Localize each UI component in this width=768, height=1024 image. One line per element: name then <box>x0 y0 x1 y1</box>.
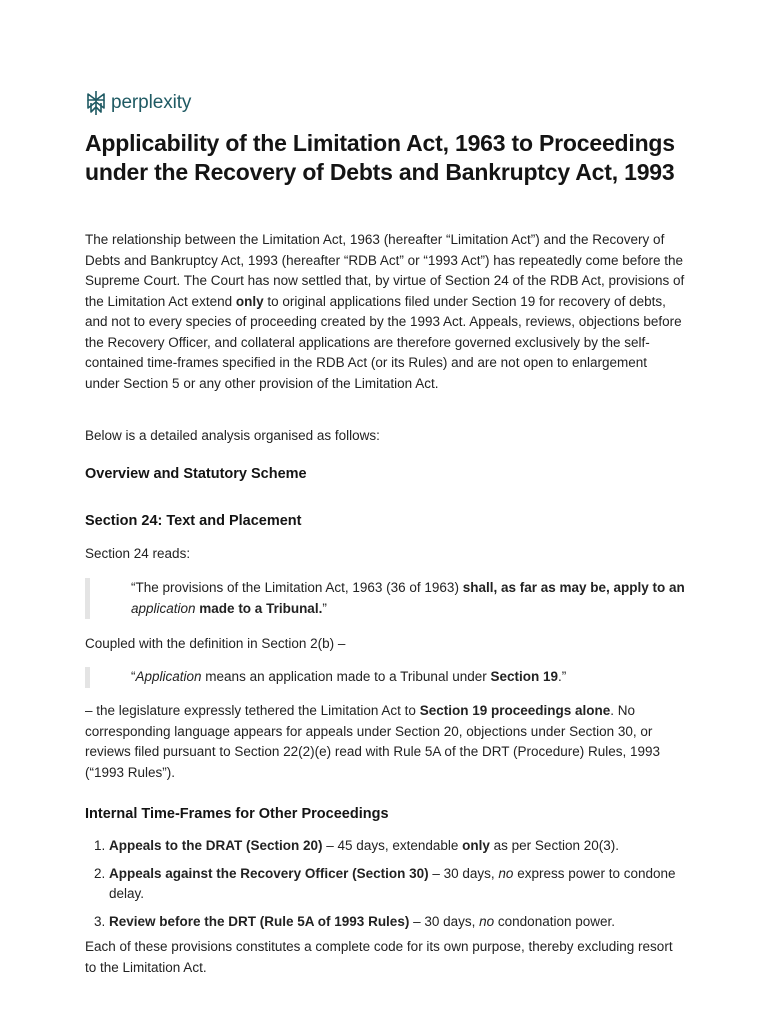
quote-text: “The provisions of the Limitation Act, 1963 (36 of 1963) shall, as far as may be, apply to an application made to a Tribunal.” <box>131 580 685 616</box>
quote-text: “Application means an application made to a Tribunal under Section 19.” <box>131 669 567 684</box>
coupled-definition: Coupled with the definition in Section 2(b) – <box>85 636 346 651</box>
page-title: Applicability of the Limitation Act, 1963 to Proceedings under the Recovery of Debts and Bankruptcy Act, 1993 <box>85 130 675 185</box>
section24-reads: Section 24 reads: <box>85 546 191 561</box>
list-item: 3. Review before the DRT (Rule 5A of 1993 Rules) – 30 days, no condonation power. <box>109 912 709 933</box>
closing-paragraph: Each of these provisions constitutes a complete code for its own purpose, thereby excluding resort to the Limitation Act. <box>85 939 673 975</box>
blockquote-section-24 <box>85 578 685 619</box>
heading-internal-time-frames: Internal Time-Frames for Other Proceedings <box>85 806 389 822</box>
list-item: 2. Appeals against the Recovery Officer (Section 30) – 30 days, no express power to condone delay. <box>109 864 709 905</box>
brand-name: perplexity <box>111 92 192 113</box>
intro-paragraph: The relationship between the Limitation Act, 1963 (hereafter “Limitation Act”) and the Recovery of Debts and Bankruptcy Act, 1993 (hereafter “RDB Act” or “1993 Act”) has repeatedly come before the Supreme Court. The Court has now settled that, by virtue of Section 24 of the RDB Act, provisions of the Limitation Act extend only to original applications filed under Section 19 for recovery of debts, and not to every species of proceeding created by the 1993 Act. Appeals, reviews, objections before the Recovery Officer, and collateral applications are therefore governed exclusively by the self-contained time-frames specified in the RDB Act (or its Rules) and are not open to enlargement under Section 5 or any other provision of the Limitation Act. <box>85 232 685 391</box>
analysis-intro: Below is a detailed analysis organised as follows: <box>85 428 380 443</box>
heading-section-24: Section 24: Text and Placement <box>85 513 302 529</box>
perplexity-logo-icon <box>85 90 107 116</box>
time-frames-list <box>85 836 709 939</box>
brand-logo[interactable] <box>85 89 191 117</box>
tether-paragraph: – the legislature expressly tethered the Limitation Act to Section 19 proceedings alone. No corresponding language appears for appeals under Section 20, objections under Section 30, or reviews filed pursuant to Section 22(2)(e) read with Rule 5A of the DRT (Procedure) Rules, 1993 (“1993 Rules”). <box>85 703 661 780</box>
list-item: 1. Appeals to the DRAT (Section 20) – 45 days, extendable only as per Section 20(3). <box>109 836 709 857</box>
heading-overview: Overview and Statutory Scheme <box>85 466 307 482</box>
blockquote-section-2b <box>85 667 685 688</box>
